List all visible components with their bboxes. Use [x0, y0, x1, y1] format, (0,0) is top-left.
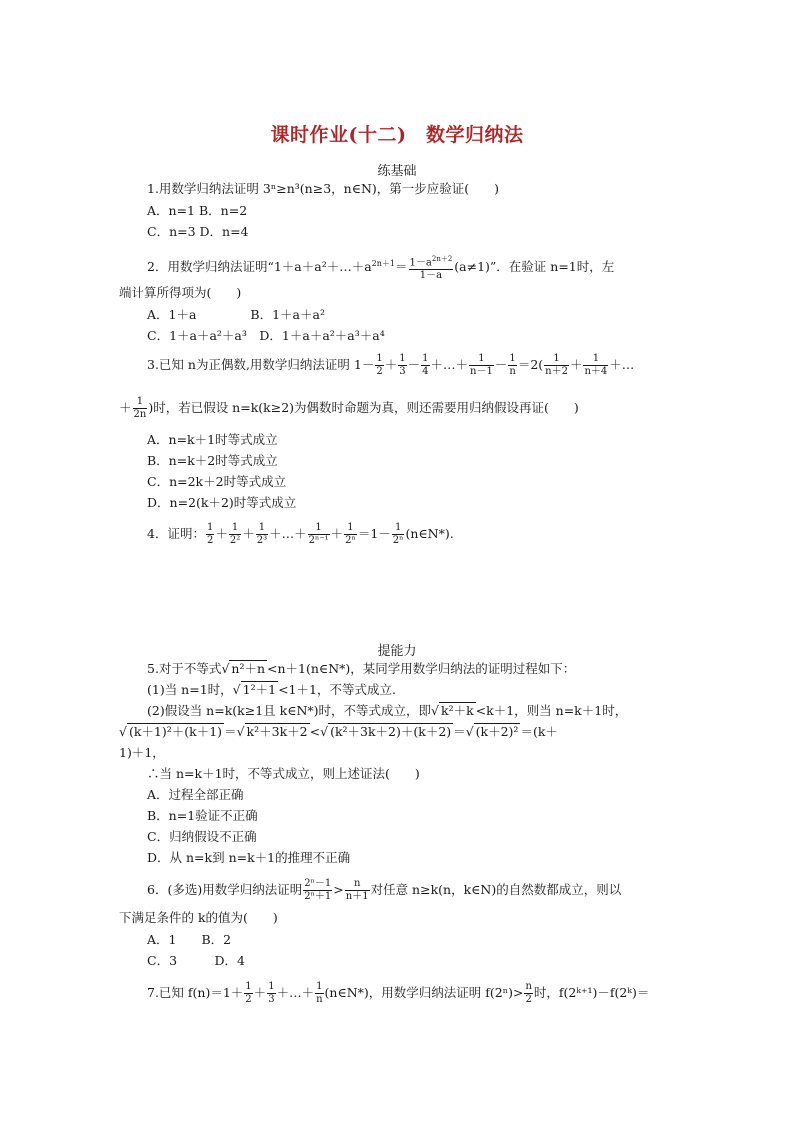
section-heading-advanced: 提能力 — [377, 644, 417, 659]
question-5-stem: 5.对于不等式√ n²＋n <n＋1(n∈N*)，某同学用数学归纳法的证明过程如下： — [147, 661, 576, 676]
q5-op-1: ＝ — [224, 724, 237, 739]
q4-op-3: ＋…＋ — [269, 526, 307, 541]
question-5-step-2-end: 1)＋1， — [119, 745, 165, 760]
question-5-option-a: A．过程全部正确 — [147, 787, 244, 802]
q7-op-1: ＋ — [253, 985, 267, 1000]
q6-frac-2: $\frac{n}{n+1}$ — [345, 878, 369, 902]
q3-frac-1: $\frac{1}{2}$ — [376, 353, 383, 377]
q5-radical-6: (k²＋3k＋2)＋(k＋2) — [330, 724, 452, 739]
q3-frac-6: $\frac{1}{n+2}$ — [545, 353, 568, 377]
question-1-options-ab: A．n=1 B．n=2 — [147, 203, 248, 218]
question-3-option-d: D．n=2(k＋2)时等式成立 — [147, 495, 297, 510]
q2-text-b: (a≠1)”．在验证 n=1时，左 — [454, 259, 615, 275]
q7-frac-1: $\frac{1}{2}$ — [245, 981, 252, 1005]
q3-frac-5: $\frac{1}{n}$ — [509, 353, 516, 377]
answer-space — [119, 550, 679, 635]
q3-frac-3: $\frac{1}{4}$ — [422, 353, 429, 377]
q2-fraction — [409, 253, 454, 282]
q5-radical-4: (k＋1)²＋(k＋1) — [128, 724, 223, 739]
question-5-step-2: (2)假设当 n=k(k≥1且 k∈N*)时，不等式成立，即√ k²＋k <k＋1，则当 n=k＋1时， — [147, 703, 628, 718]
question-7-stem — [147, 981, 649, 1006]
q5-text-a: 5.对于不等式 — [147, 661, 222, 676]
q2-equals: ＝ — [395, 259, 408, 275]
question-3-option-c: C．n=2k＋2时等式成立 — [147, 474, 287, 489]
question-1-options-cd: C．n=3 D．n=4 — [147, 224, 249, 239]
q3-op-7: ＋… — [609, 357, 635, 372]
q5-step2-b: <k＋1，则当 n=k＋1时， — [475, 703, 628, 718]
q5-step1-b: <1＋1，不等式成立. — [278, 682, 396, 697]
q5-radical-7: (k＋2)² — [475, 724, 519, 739]
question-5-step-2-derivation: √ (k＋1)²＋(k＋1) ＝√ k²＋3k＋2 <√ (k²＋3k＋2)＋(k＋2) ＝√ (k＋2)² ＝(k＋ — [119, 724, 558, 739]
question-3-stem — [147, 353, 634, 378]
q3-frac-2: $\frac{1}{3}$ — [399, 353, 406, 377]
q7-op-2: ＋…＋ — [276, 985, 315, 1000]
q4-op-4: ＋ — [330, 526, 344, 541]
q5-radical-3: k²＋k — [441, 703, 474, 718]
q7-frac-2: $\frac{1}{3}$ — [268, 981, 275, 1005]
q3-op-5: ＝2( — [517, 357, 544, 372]
q6-text-a: 6．(多选)用数学归纳法证明 — [147, 882, 303, 897]
q4-op-2: ＋ — [242, 526, 255, 541]
question-3-option-b: B．n=k＋2时等式成立 — [147, 453, 278, 468]
q4-op-5: ＝1－ — [357, 526, 391, 541]
question-2-options-cd: C．1＋a＋a²＋a³ D．1＋a＋a²＋a³＋a⁴ — [147, 328, 385, 343]
q4-frac-1: $\frac{1}{2}$ — [206, 522, 214, 546]
q4-frac-2: $\frac{1}{\text{2²}}$ — [229, 522, 241, 546]
q2-frac-num: 1－a — [409, 257, 432, 269]
q2-exponent: 2n＋1 — [371, 259, 396, 269]
q2-text-a: 2．用数学归纳法证明“1＋a＋a²＋…＋a — [147, 259, 372, 275]
q3-op-3: ＋…＋ — [430, 357, 469, 372]
q3-text-a: 3.已知 n为正偶数,用数学归纳法证明 1－ — [147, 357, 375, 372]
q4-frac-4: $\frac{1}{\text{2ⁿ⁻¹}}$ — [308, 522, 329, 546]
q4-op-1: ＋ — [215, 526, 228, 541]
q5-radical-5: k²＋3k＋2 — [246, 724, 308, 739]
q3-op-6: ＋ — [569, 357, 583, 372]
q5-radical-2: 1²＋1 — [242, 682, 277, 697]
q3-text-b: )时，若已假设 n=k(k≥2)为偶数时命题为真，则还需要用归纳假设再证( ) — [148, 400, 579, 415]
question-1-stem: 1.用数学归纳法证明 3ⁿ≥n³(n≥3，n∈N)，第一步应验证( ) — [147, 181, 500, 196]
q6-text-b: 对任意 n≥k(n，k∈N)的自然数都成立，则以 — [370, 882, 622, 897]
q3-op-8: ＋ — [119, 400, 132, 415]
question-2-options-ab: A．1＋a B．1＋a＋a² — [147, 307, 325, 322]
q5-op-2: < — [309, 724, 321, 739]
q7-text-a: 7.已知 f(n)＝1＋ — [147, 985, 244, 1000]
q5-op-4: ＝(k＋ — [520, 724, 558, 739]
section-heading-basics: 练基础 — [377, 164, 417, 179]
q7-text-b: (n∈N*)，用数学归纳法证明 f(2ⁿ)> — [324, 985, 524, 1000]
q7-frac-4: $\frac{n}{2}$ — [525, 981, 532, 1005]
q2-frac-num-exp: 2n＋2 — [431, 255, 453, 263]
q4-text-a: 4．证明： — [147, 526, 205, 541]
page-title: 课时作业(十二) 数学归纳法 — [270, 124, 524, 146]
question-5-option-c: C．归纳假设不正确 — [147, 829, 257, 844]
q6-frac-1: $\frac{\text{2ⁿ－1}}{\text{2ⁿ＋1}}$ — [304, 878, 332, 902]
question-6-options-ab: A．1 B．2 — [147, 932, 232, 947]
question-3-option-a: A．n=k＋1时等式成立 — [147, 432, 278, 447]
q5-step2-a: (2)假设当 n=k(k≥1且 k∈N*)时，不等式成立，即 — [147, 703, 432, 718]
q3-frac-4: $\frac{1}{n-1}$ — [470, 353, 493, 377]
q6-op-1: > — [333, 882, 344, 897]
question-3-stem-cont — [119, 396, 579, 421]
q3-op-1: ＋ — [384, 357, 398, 372]
question-6-stem-cont: 下满足条件的 k的值为( ) — [119, 910, 278, 925]
q4-frac-6: $\frac{1}{\text{2ⁿ}}$ — [392, 522, 404, 546]
q4-text-b: (n∈N*). — [405, 526, 454, 541]
question-5-conclusion: ∴当 n=k＋1时，不等式成立，则上述证法( ) — [147, 766, 420, 781]
q7-text-c: 时，f(2ᵏ⁺¹)－f(2ᵏ)＝ — [533, 985, 650, 1000]
q5-radical-1: n²＋n — [231, 661, 266, 676]
q5-text-b: <n＋1(n∈N*)，某同学用数学归纳法的证明过程如下： — [267, 661, 576, 676]
question-6-stem — [147, 878, 621, 903]
question-2-stem-cont: 端计算所得项为( ) — [119, 285, 242, 300]
question-5-step-1: (1)当 n=1时，√ 1²＋1 <1＋1，不等式成立. — [147, 682, 396, 697]
question-5-option-d: D．从 n=k到 n=k＋1的推理不正确 — [147, 850, 351, 865]
q3-op-4: － — [494, 357, 508, 372]
q5-step1-a: (1)当 n=1时， — [147, 682, 233, 697]
q2-frac-den: 1－a — [419, 270, 443, 282]
q7-frac-3: $\frac{1}{n}$ — [316, 981, 323, 1005]
q3-op-2: － — [407, 357, 421, 372]
question-2-stem — [147, 253, 614, 282]
question-4-stem — [147, 522, 454, 547]
q5-op-3: ＝ — [453, 724, 466, 739]
question-6-options-cd: C．3 D．4 — [147, 953, 245, 968]
question-5-option-b: B．n=1验证不正确 — [147, 808, 258, 823]
q3-frac-7: $\frac{1}{n+4}$ — [584, 353, 608, 377]
q3-frac-8: $\frac{1}{2n}$ — [133, 396, 147, 420]
q4-frac-5: $\frac{1}{\text{2ⁿ}}$ — [345, 522, 356, 546]
q4-frac-3: $\frac{1}{\text{2³}}$ — [256, 522, 268, 546]
